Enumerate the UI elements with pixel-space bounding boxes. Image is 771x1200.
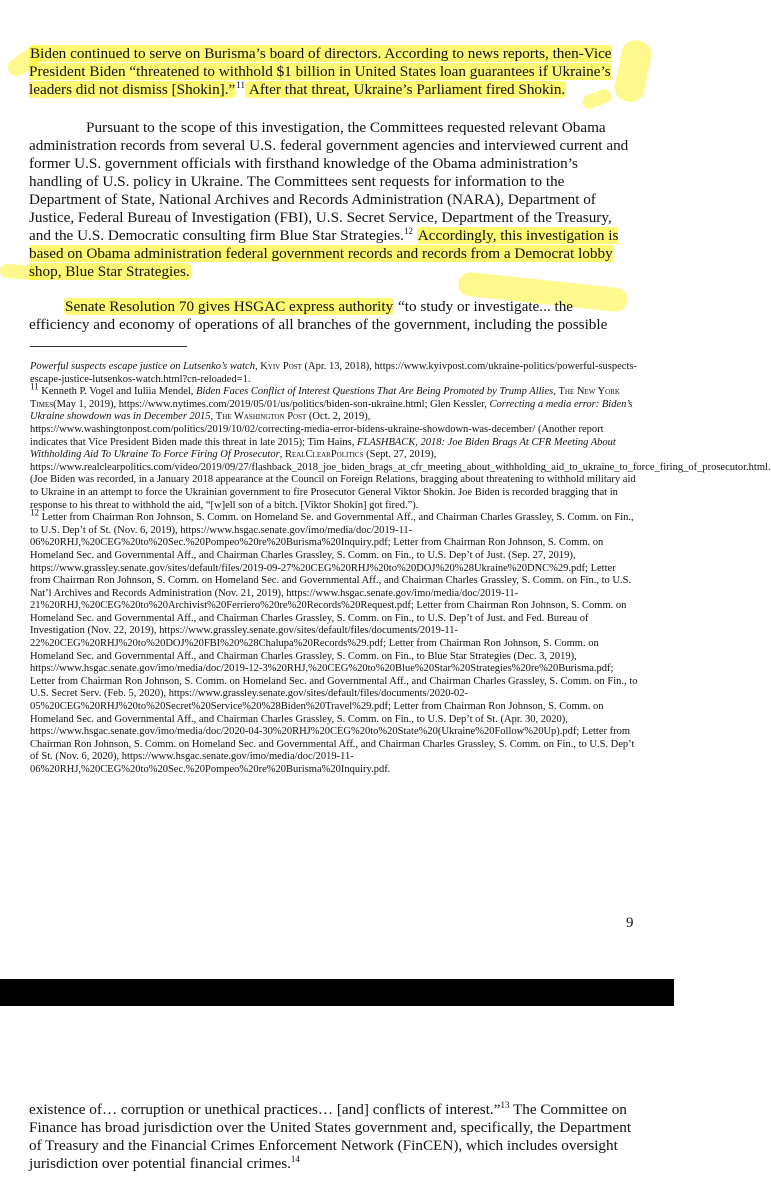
fn-cont-title: Powerful suspects escape justice on Lutsenko’s watch xyxy=(30,361,255,372)
fn11-authors: Kenneth P. Vogel and Iuliia Mendel, xyxy=(38,386,197,398)
fn11-title-2: Correcting a media error: Biden’s Ukraine showdown was in December 2015 xyxy=(30,398,633,423)
para3-text: “to study or investigate... the efficiency and economy of operations of all branches of the government, including the possible xyxy=(29,298,608,333)
fn11-publication-1: The New York Times xyxy=(30,386,620,410)
paragraph-biden-burisma xyxy=(29,45,633,99)
para2-highlight: Accordingly, this investigation is based on Obama administration federal government records and records from a Democrat lobby shop, Blue Star Strategies. xyxy=(29,227,619,280)
fn11-text-1: (May 1, 2019), https://www.nytimes.com/2019/05/01/us/politics/biden-son-ukraine.html; Glen Kessler, xyxy=(53,398,490,410)
footnote-ref-11[interactable]: 11 xyxy=(236,79,245,90)
para1-text-end: After that threat, Ukraine’s Parliament fired Shokin. xyxy=(245,81,566,98)
fn11-title-3: FLASHBACK, 2018: Joe Biden Brags At CFR Meeting About Withholding Aid To Ukraine To Force Firing Of Prosecutor xyxy=(30,436,616,461)
fn-cont-publication: Kyiv Post xyxy=(260,361,302,372)
fn12-text: Letter from Chairman Ron Johnson, S. Comm. on Homeland Se. and Governmental Aff., and Chairman Charles Grassley, S. Comm. on Fin., to U.S. Dep’t of St. (Nov. 6, 2019), https://www.hsgac.senate.gov/imo/media/doc/2019-11-06%20RHJ,%20CEG%20to%20Sec.%20Pompeo%20re%20Burisma%20Inquiry.pdf; Letter from Chairman Ron Johnson, S. Comm. on Homeland Sec. and Governmental Aff., and Chairman Charles Grassley, S. Comm. on Fin., to U.S. Dep’t of Just. (Sep. 27, 2019), https://www.grassley.senate.gov/sites/default/files/2019-09-27%20CEG%20RHJ%20to%20DOJ%20%28Ukraine%20DNC%29.pdf; Letter from Chairman Ron Johnson, S. Comm. on Homeland Sec. and Governmental Aff., and Chairman Charles Grassley, S. Comm. on Fin., to U.S. Nat’l Archives and Records Administration (Nov. 21, 2019), https://www.hsgac.senate.gov/imo/media/doc/2019-11-21%20RHJ,%20CEG%20to%20Archivist%20Ferriero%20re%20Records%20Request.pdf; Letter from Chairman Ron Johnson, S. Comm. on Homeland Sec. and Governmental Aff., and Chairman Charles Grassley, S. Comm. on Fin., to U.S. Dep’t of Just. and Fed. Bureau of Investigation (Nov. 22, 2019), https://www.grassley.senate.gov/sites/default/files/documents/2019-11-22%20CEG%20RHJ%20to%20DOJ%20FBI%20%28Chalupa%20Records%29.pdf; Letter from Chairman Ron Johnson, S. Comm. on Homeland Sec. and Governmental Aff., and Chairman Charles Grassley, S. Comm. on Fin., to Blue Star Strategies (Dec. 3, 2019), https://www.hsgac.senate.gov/imo/media/doc/2019-12-3%20RHJ,%20CEG%20to%20Blue%20Star%20Strategies%20re%20Burisma.pdf; Letter from Chairman Ron Johnson, S. Comm. on Homeland Sec. and Governmental Aff., and Chairman Charles Grassley, S. Comm. on Fin., to U.S. Secret Serv. (Feb. 5, 2020), https://www.grassley.senate.gov/sites/default/files/documents/2020-02-05%20CEG%20RHJ%20to%20Secret%20Service%20%28Biden%20Travel%29.pdf; Letter from Chairman Ron Johnson, S. Comm. on Homeland Sec. and Governmental Aff., and Chairman Charles Grassley, S. Comm. on Fin., to U.S. Dep’t of St. (Apr. 30, 2020), https://www.hsgac.senate.gov/imo/media/doc/2020-04-30%20RHJ%20CEG%20to%20State%20(Ukraine%20Follow%20Up).pdf; Letter from Chairman Ron Johnson, S. Comm. on Homeland Sec. and Governmental Aff., and Chairman Charles Grassley, S. Comm. on Fin., to U.S. Dep’t of St. (Nov. 6, 2020), https://www.hsgac.senate.gov/imo/media/doc/2019-11-06%20RHJ,%20CEG%20to%20Sec.%20Pompeo%20re%20Burisma%20Inquiry.pdf. xyxy=(30,512,638,775)
para3-highlight: Senate Resolution 70 gives HSGAC express authority xyxy=(65,298,394,315)
page2-text-2: The Committee on Finance has broad jurisdiction over the United States government and, specifically, the Department of Treasury and the Financial Crimes Enforcement Network (FinCEN), which includes oversight jurisdiction over potential financial crimes. xyxy=(29,1101,632,1172)
footnote-separator xyxy=(30,346,187,347)
footnote-12-number: 12 xyxy=(30,507,39,518)
para1-text: Biden continued to serve on Burisma’s board of directors. According to news reports, then-Vice President Biden “threatened to withhold $1 billion in United States loan guarantees if Ukraine’s leaders did not dismiss [Shokin].” xyxy=(29,45,612,98)
footnote-12 xyxy=(30,507,638,776)
page-separator-band xyxy=(0,979,674,1006)
fn11-sep-2: , xyxy=(210,411,216,423)
fn11-publication-2: The Washington Post xyxy=(215,411,307,423)
footnote-ref-13[interactable]: 13 xyxy=(500,1099,510,1110)
footnote-continued: Powerful suspects escape justice on Lutsenko’s watch, Kyiv Post (Apr. 13, 2018), https://www.kyivpost.com/ukraine-politics/powerful-suspects-escape-justice-lutsenkos-watch.html?cn-reloaded=1. xyxy=(30,361,637,385)
fn11-publication-3: RealClearPolitics xyxy=(284,449,364,461)
fn11-sep-1: , xyxy=(553,386,559,398)
footnote-11 xyxy=(30,381,771,512)
footnote-ref-14[interactable]: 14 xyxy=(290,1153,300,1164)
footnote-11-number: 11 xyxy=(30,381,39,392)
fn-cont-rest: (Apr. 13, 2018), https://www.kyivpost.com/ukraine-politics/powerful-suspects-escape-justice-lutsenkos-watch.html?cn-reloaded=1. xyxy=(30,361,637,385)
fn11-title-1: Biden Faces Conflict of Interest Questions That Are Being Promoted by Trump Allies xyxy=(196,386,554,398)
paragraph-finance-committee xyxy=(29,1101,635,1173)
fn11-text-2: (Oct. 2, 2019), https://www.washingtonpost.com/politics/2019/10/02/correcting-media-error-bidens-ukraine-showdown-was-december/ (Another report indicates that Vice President Biden made this threat in late 2015); Tim Hains, xyxy=(30,411,604,448)
paragraph-senate-resolution xyxy=(29,298,633,334)
paragraph-scope xyxy=(29,119,633,281)
page-number: 9 xyxy=(626,915,634,931)
fn11-text-3: (Sept. 27, 2019), https://www.realclearpolitics.com/video/2019/09/27/flashback_2018_joe_biden_brags_at_cfr_meeting_about_withholding_aid_to_ukraine_to_force_firing_of_prosecutor.html. (Joe Biden was recorded, in a January 2018 appearance at the Council on Foreign Relations, bragging about threatening to withhold military aid to Ukraine in an attempt to force the Ukrainian government to fire Prosecutor General Viktor Shokin. Joe Biden is recorded bragging that in response to his threat to withhold the aid, “[w]ell son of a bitch. [Viktor Shokin] got fired.”). xyxy=(30,449,771,511)
footnote-ref-12[interactable]: 12 xyxy=(403,225,413,236)
para2-text: Pursuant to the scope of this investigation, the Committees requested relevant Obama administration records from several U.S. federal government agencies and interviewed current and former U.S. government officials with firsthand knowledge of the Obama administration’s handling of U.S. policy in Ukraine. The Committees sent requests for information to the Department of State, National Archives and Records Administration (NARA), Department of Justice, Federal Bureau of Investigation (FBI), U.S. Secret Service, Department of the Treasury, and the U.S. Democratic consulting firm Blue Star Strategies. xyxy=(29,119,629,244)
fn11-sep-3: , xyxy=(279,449,285,461)
page2-text-1: existence of… corruption or unethical practices… [and] conflicts of interest.” xyxy=(29,1101,501,1118)
footnotes xyxy=(30,361,771,777)
